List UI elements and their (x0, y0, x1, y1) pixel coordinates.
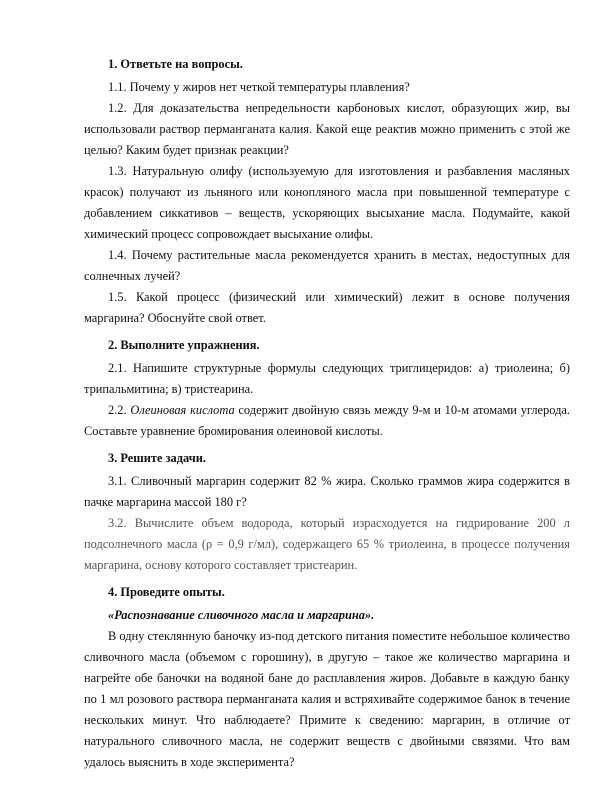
experiment-title: «Распознавание сливочного масла и маргарина». (108, 608, 375, 622)
question-2-2-number: 2.2. (108, 403, 131, 417)
oleic-acid-term: Олеиновая кислота (130, 403, 235, 417)
question-2-2-text: содержит двойную связь между 9-м и 10-м атомами углерода. Составьте уравнение бромирования олеиновой кислоты. (84, 403, 570, 438)
section-2-title: 2. Выполните упражнения. (108, 338, 260, 352)
question-1-4: 1.4. Почему растительные масла рекомендуется хранить в местах, недоступных для солнечных лучей? (84, 248, 570, 283)
question-1-2: 1.2. Для доказательства непредельности карбоновых кислот, образующих жир, вы использовали раствор перманганата калия. Какой еще реактив можно применить с этой же целью? Каким будет признак реакции? (84, 101, 570, 157)
question-1-5: 1.5. Какой процесс (физический или химический) лежит в основе получения маргарина? Обоснуйте свой ответ. (84, 290, 570, 325)
experiment-text: В одну стеклянную баночку из-под детского питания поместите небольшое количество сливочного масла (объемом с горошину), в другую – такое же количество маргарина и нагрейте обе баночки на водяной бане до расплавления жиров. Добавьте в каждую банку по 1 мл розового раствора перманганата калия и встряхивайте содержимое банок в течение нескольких минут. Что наблюдаете? Примите к сведению: маргарин, в отличие от натурального сливочного масла, не содержит веществ с двойными связями. Что вам удалось выяснить в ходе эксперимента? (84, 629, 570, 769)
problem-3-1: 3.1. Сливочный маргарин содержит 82 % жира. Сколько граммов жира содержится в пачке маргарина массой 180 г? (84, 474, 570, 509)
section-3-title: 3. Решите задачи. (108, 451, 206, 465)
question-1-1: 1.1. Почему у жиров нет четкой температуры плавления? (108, 80, 410, 94)
question-2-1: 2.1. Напишите структурные формулы следующих триглицеридов: а) триолеина; б) трипальмитина; в) тристеарина. (84, 361, 570, 396)
section-4-title: 4. Проведите опыты. (108, 585, 225, 599)
question-2-2 (84, 400, 570, 442)
problem-3-2: 3.2. Вычислите объем водорода, который израсходуется на гидрирование 200 л подсолнечного масла (ρ = 0,9 г/мл), содержащего 65 % триолеина, в процессе получения маргарина, основу которого составляет тристеарин. (84, 516, 570, 572)
question-1-3: 1.3. Натуральную олифу (используемую для изготовления и разбавления масляных красок) получают из льняного или конопляного масла при повышенной температуре с добавлением сиккативов – веществ, ускоряющих высыхание масла. Подумайте, какой химический процесс сопровождает высыхание олифы. (84, 164, 570, 241)
document-page (84, 54, 570, 773)
section-1-title: 1. Ответьте на вопросы. (108, 57, 243, 71)
